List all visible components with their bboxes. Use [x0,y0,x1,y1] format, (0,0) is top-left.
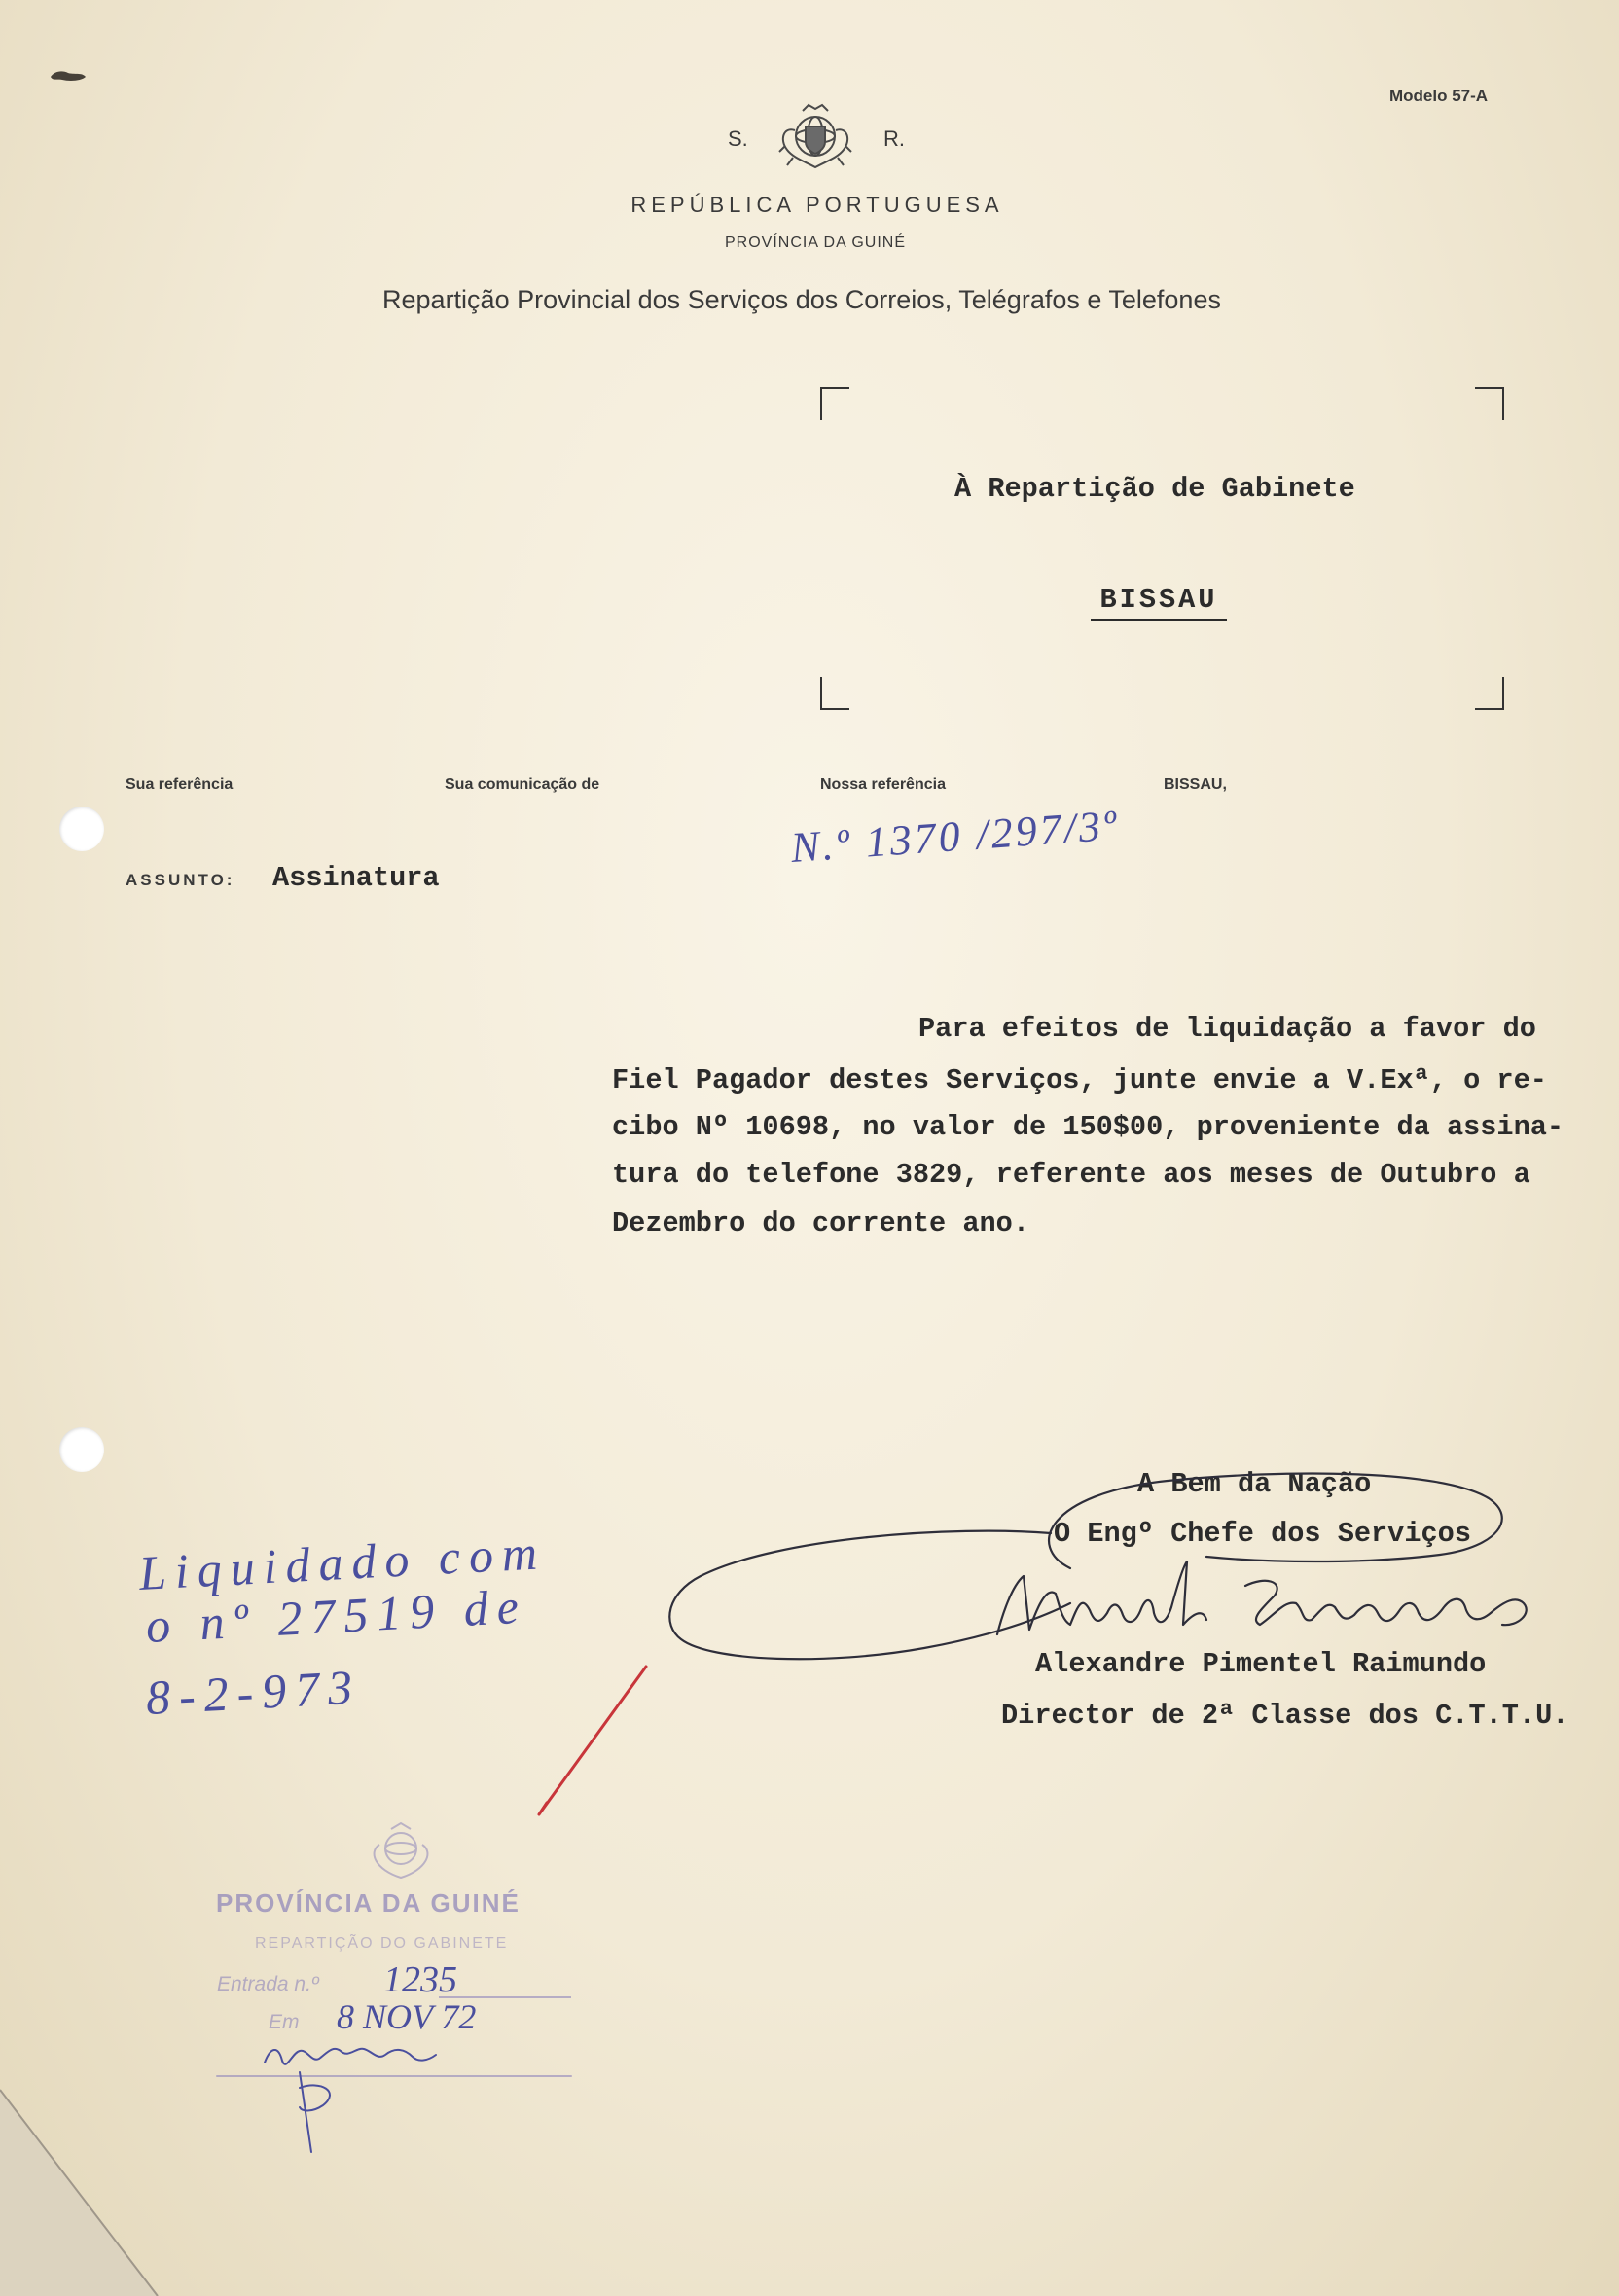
your-communication-label: Sua comunicação de [445,776,600,793]
stamp-emblem-icon [360,1819,442,1883]
signatory-position: Director de 2ª Classe dos C.T.T.U. [1001,1700,1569,1732]
address-corner-top-left [820,387,849,420]
address-corner-bottom-left [820,677,849,710]
punch-hole [59,1427,104,1472]
country-heading: REPÚBLICA PORTUGUESA [630,193,1004,217]
handwritten-note-line: Liquidado com [137,1525,548,1600]
stamp-initials-signature [214,2033,584,2179]
recipient-city: BISSAU [1091,587,1227,621]
your-reference-label: Sua referência [126,776,234,793]
handwritten-note-line: 8-2-973 [144,1659,363,1725]
signatory-title: O Engº Chefe dos Serviços [1054,1518,1471,1550]
seal-letter-r: R. [883,126,905,151]
department-heading: Repartição Provincial dos Serviços dos Correios, Telégrafos e Telefones [382,285,1221,314]
stamp-entry-number: 1235 [383,1959,457,2000]
stamp-office: REPARTIÇÃO DO GABINETE [255,1935,509,1952]
our-reference-handwritten: N.º 1370 /297/3º [789,801,1121,872]
body-line: cibo Nº 10698, no valor de 150$00, proveniente da assina- [612,1111,1565,1143]
director-signature [662,1440,1557,1693]
stamp-date: 8 NOV 72 [337,1997,477,2036]
address-corner-top-right [1475,387,1504,420]
signatory-name: Alexandre Pimentel Raimundo [1035,1648,1487,1680]
body-line: Para efeitos de liquidação a favor do [918,1013,1536,1045]
stamp-province: PROVÍNCIA DA GUINÉ [216,1888,521,1918]
ink-blot [49,68,88,84]
body-line: Fiel Pagador destes Serviços, junte envie a V.Exª, o re- [612,1064,1547,1096]
body-line: Dezembro do corrente ano. [612,1207,1029,1239]
closing-formula: A Bem da Nação [1137,1468,1372,1500]
form-code: Modelo 57-A [1389,87,1489,105]
body-line: tura do telefone 3829, referente aos meses de Outubro a [612,1159,1530,1191]
place-label: BISSAU, [1164,776,1227,793]
stamp-entry-label: Entrada n.º [217,1973,319,1995]
address-corner-bottom-right [1475,677,1504,710]
punch-hole [59,807,104,851]
coat-of-arms-icon [774,101,857,175]
subject-value: Assinatura [272,862,440,894]
our-reference-label: Nossa referência [820,776,946,793]
recipient-name: À Repartição de Gabinete [954,473,1355,505]
stamp-date-label: Em [269,2011,300,2033]
red-pencil-mark [525,1659,662,1824]
folded-corner [0,2082,165,2296]
seal-letter-s: S. [728,126,748,151]
subject-label: ASSUNTO: [126,871,235,889]
handwritten-note-line: o nº 27519 de [144,1578,529,1653]
province-heading: PROVÍNCIA DA GUINÉ [724,234,907,251]
